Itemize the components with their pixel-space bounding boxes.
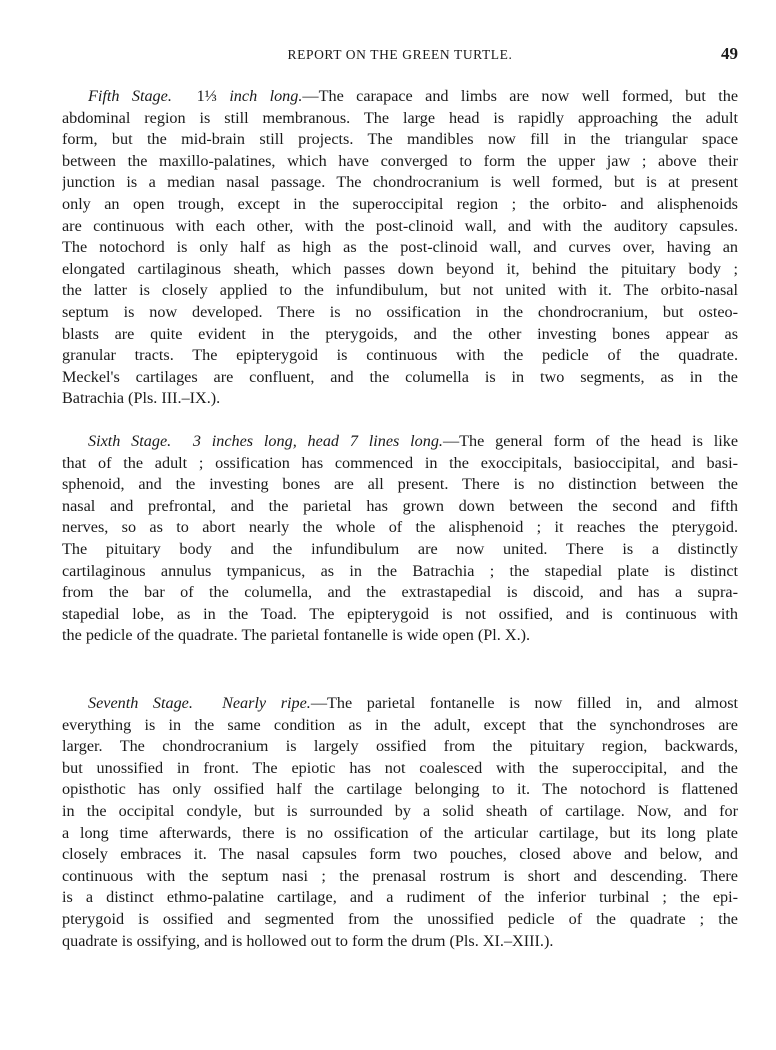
text-line: abdominal region is still membranous. The large head is rapidly approaching the adult [62,108,738,127]
text-line: in the occipital condyle, but is surrounded by a solid sheath of cartilage. Now, and for [62,801,738,820]
text-line: blasts are quite evident in the pterygoids, and the other investing bones appear as [62,324,738,343]
text-line: Meckel's cartilages are confluent, and the columella is in two segments, as in the [62,367,738,386]
text-segment: —The parietal fontanelle is now filled in, and almost [310,694,738,712]
text-line: cartilaginous annulus tympanicus, as in the Batrachia ; the stapedial plate is distinct [62,561,738,580]
text-line: stapedial lobe, as in the Toad. The epipterygoid is not ossified, and is continuous with [62,604,738,623]
text-line: nerves, so as to abort nearly the whole of the alisphenoid ; it reaches the pterygoid. [62,518,738,537]
text-line [62,431,738,453]
running-title: REPORT ON THE GREEN TURTLE. [287,47,513,62]
paragraph-fifth-stage [62,86,738,410]
text-line [62,86,738,108]
paragraph-seventh-stage [62,693,738,952]
page-header [62,44,738,66]
text-line: but unossified in front. The epiotic has not coalesced with the superoccipital, and the [62,758,738,777]
text-line: are continuous with each other, with the post-clinoid wall, and with the auditory capsules. [62,216,738,235]
text-line: form, but the mid-brain still projects. The mandibles now fill in the triangular space [62,130,738,149]
text-line: the latter is closely applied to the infundibulum, but not united with it. The orbito-nasal [62,281,738,300]
text-line: that of the adult ; ossification has commenced in the exoccipitals, basioccipital, and basi- [62,453,738,472]
text-segment [171,432,193,450]
italic-heading-text: Fifth Stage. [88,87,172,105]
text-line: is a distinct ethmo-palatine cartilage, and a rudiment of the inferior turbinal ; the epi- [62,888,738,907]
text-line: pterygoid is ossified and segmented from the unossified pedicle of the quadrate ; the [62,909,738,928]
italic-heading-text: inch long. [229,87,303,105]
text-line: between the maxillo-palatines, which have converged to form the upper jaw ; above their [62,151,738,170]
text-line: nasal and prefrontal, and the parietal has grown down between the second and fifth [62,496,738,515]
text-line: sphenoid, and the investing bones are all present. There is no distinction between the [62,475,738,494]
text-line: a long time afterwards, there is no ossification of the articular cartilage, but its long plate [62,823,738,842]
text-segment: —The general form of the head is like [442,432,738,450]
text-line: septum is now developed. There is no ossification in the chondrocranium, but osteo- [62,302,738,321]
text-line: opisthotic has only ossified half the cartilage belonging to it. The notochord is flattened [62,780,738,799]
text-line: continuous with the septum nasi ; the prenasal rostrum is short and descending. There [62,866,738,885]
italic-heading-text: Seventh Stage. [88,694,193,712]
text-line: only an open trough, except in the superoccipital region ; the orbito- and alisphenoids [62,194,738,213]
text-line: junction is a median nasal passage. The chondrocranium is well formed, but is at present [62,173,738,192]
text-segment [193,694,222,712]
text-line: quadrate is ossifying, and is hollowed out to form the drum (Pls. XI.–XIII.). [62,931,554,950]
text-segment: 1⅓ [171,87,230,105]
text-line: The pituitary body and the infundibulum are now united. There is a distinctly [62,539,738,558]
italic-heading-text: 3 inches long, head 7 lines long. [192,432,443,450]
text-line: everything is in the same condition as in the adult, except that the synchondroses are [62,715,738,734]
text-segment: —The carapace and limbs are now well formed, but the [302,87,738,105]
text-line: Batrachia (Pls. III.–IX.). [62,389,221,408]
paragraph-sixth-stage [62,431,738,647]
text-line: elongated cartilaginous sheath, which passes down beyond it, behind the pituitary body ; [62,259,738,278]
text-line: larger. The chondrocranium is largely ossified from the pituitary region, backwards, [62,737,738,756]
text-line: granular tracts. The epipterygoid is continuous with the pedicle of the quadrate. [62,346,738,365]
text-line: from the bar of the columella, and the extrastapedial is discoid, and has a supra- [62,583,738,602]
page-number: 49 [721,44,738,63]
italic-heading-text: Nearly ripe. [222,694,311,712]
text-line: closely embraces it. The nasal capsules form two pouches, closed above and below, and [62,845,738,864]
italic-heading-text: Sixth Stage. [88,432,172,450]
text-line [62,693,738,715]
text-line: The notochord is only half as high as the post-clinoid wall, and curves over, having an [62,238,738,257]
text-line: the pedicle of the quadrate. The parietal fontanelle is wide open (Pl. X.). [62,626,531,645]
